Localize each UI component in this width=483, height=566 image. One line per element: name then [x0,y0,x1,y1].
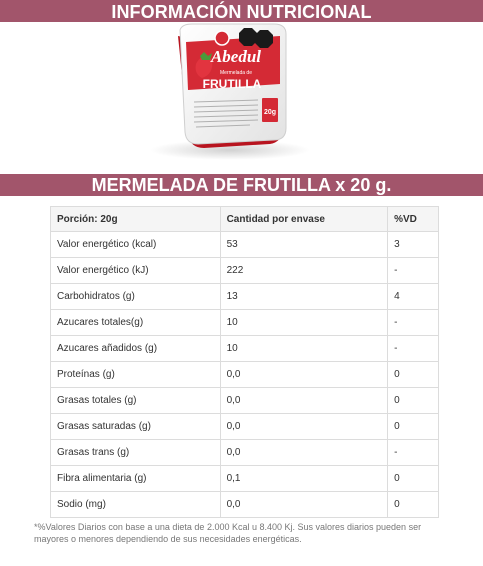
nutrient-amount: 13 [220,284,388,310]
nutrient-name: Azucares añadidos (g) [51,336,221,362]
brand-logo-text: Abedul [210,47,262,66]
nutrient-dv: 0 [388,362,439,388]
nutrient-dv: - [388,440,439,466]
nutrient-amount: 0,0 [220,362,388,388]
nutrient-dv: 3 [388,232,439,258]
page-title: INFORMACIÓN NUTRICIONAL [111,2,372,22]
nutrient-name: Proteínas (g) [51,362,221,388]
table-row [51,232,439,258]
nutrient-name: Grasas totales (g) [51,388,221,414]
product-title: MERMELADA DE FRUTILLA x 20 g. [91,175,392,195]
nutrient-name: Grasas saturadas (g) [51,414,221,440]
nutrient-dv: 0 [388,492,439,518]
cup-flavor: FRUTILLA [202,77,262,91]
nutrient-name: Grasas trans (g) [51,440,221,466]
table-row [51,466,439,492]
table-row [51,258,439,284]
table-row [51,310,439,336]
nutrient-dv: - [388,336,439,362]
header-banner [0,0,483,22]
nutrient-name: Carbohidratos (g) [51,284,221,310]
column-header-dv: %VD [388,207,439,232]
table-row [51,362,439,388]
table-row [51,414,439,440]
table-header-row [51,207,439,232]
nutrition-table [50,206,439,518]
table-row [51,492,439,518]
column-header-portion: Porción: 20g [51,207,221,232]
nutrient-name: Azucares totales(g) [51,310,221,336]
nutrient-dv: - [388,310,439,336]
cup-net-weight: 20g [263,109,277,116]
product-banner [0,174,483,196]
table-row [51,284,439,310]
nutrient-name: Valor energético (kJ) [51,258,221,284]
nutrient-name: Sodio (mg) [51,492,221,518]
nutrient-dv: 4 [388,284,439,310]
product-image [0,22,483,174]
nutrient-amount: 0,1 [220,466,388,492]
column-header-amount: Cantidad por envase [220,207,388,232]
nutrient-amount: 0,0 [220,492,388,518]
daily-values-footnote: *%Valores Diarios con base a una dieta de 2.000 Kcal u 8.400 Kj. Sus valores diarios pueden ser mayores o menores dependiendo de sus necesidades energéticas. [34,522,422,544]
nutrient-name: Fibra alimentaria (g) [51,466,221,492]
nutrient-amount: 10 [220,336,388,362]
nutrient-amount: 53 [220,232,388,258]
nutrient-amount: 0,0 [220,414,388,440]
nutrient-dv: 0 [388,414,439,440]
nutrient-dv: 0 [388,388,439,414]
nutrient-dv: 0 [388,466,439,492]
cup-subtitle: Mermelada de [220,70,252,76]
table-row [51,440,439,466]
nutrient-name: Valor energético (kcal) [51,232,221,258]
nutrient-amount: 0,0 [220,440,388,466]
table-row [51,388,439,414]
table-row [51,336,439,362]
nutrient-amount: 10 [220,310,388,336]
nutrient-amount: 222 [220,258,388,284]
nutrient-amount: 0,0 [220,388,388,414]
jam-cup-illustration [0,22,483,174]
nutrient-dv: - [388,258,439,284]
